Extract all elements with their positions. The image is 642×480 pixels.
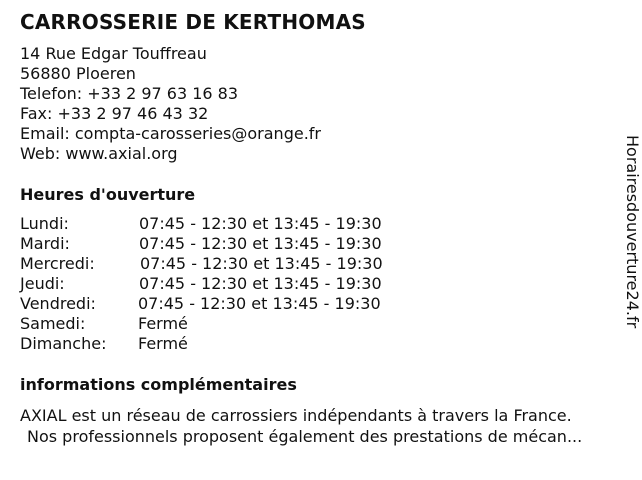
business-name: CARROSSERIE DE KERTHOMAS	[20, 10, 366, 34]
day-label: Vendredi:	[20, 294, 96, 313]
additional-info-heading: informations complémentaires	[20, 375, 297, 394]
city-postcode: 56880 Ploeren	[20, 64, 136, 83]
fax-number: Fax: +33 2 97 46 43 32	[20, 104, 209, 123]
contact-block	[20, 44, 321, 164]
site-watermark: Horairesdouverture24.fr	[623, 135, 642, 329]
info-line-1: AXIAL est un réseau de carrossiers indépendants à travers la France.	[20, 406, 572, 425]
day-label: Samedi:	[20, 314, 86, 333]
email-address: Email: compta-carosseries@orange.fr	[20, 124, 321, 143]
additional-info-text	[20, 405, 582, 447]
day-hours: Fermé	[138, 334, 188, 353]
day-hours: 07:45 - 12:30 et 13:45 - 19:30	[139, 234, 382, 253]
day-label: Mardi:	[20, 234, 70, 253]
day-hours: Fermé	[138, 314, 188, 333]
street-address: 14 Rue Edgar Touffreau	[20, 44, 207, 63]
day-hours: 07:45 - 12:30 et 13:45 - 19:30	[140, 254, 383, 273]
day-label: Jeudi:	[20, 274, 65, 293]
day-hours: 07:45 - 12:30 et 13:45 - 19:30	[139, 214, 382, 233]
phone-number: Telefon: +33 2 97 63 16 83	[20, 84, 239, 103]
info-line-2: Nos professionnels proposent également des prestations de mécan...	[27, 427, 583, 446]
day-hours: 07:45 - 12:30 et 13:45 - 19:30	[139, 274, 382, 293]
website: Web: www.axial.org	[20, 144, 178, 163]
day-label: Lundi:	[20, 214, 69, 233]
opening-hours-heading: Heures d'ouverture	[20, 185, 196, 204]
day-label: Dimanche:	[20, 334, 107, 353]
day-hours: 07:45 - 12:30 et 13:45 - 19:30	[138, 294, 381, 313]
day-label: Mercredi:	[20, 254, 95, 273]
